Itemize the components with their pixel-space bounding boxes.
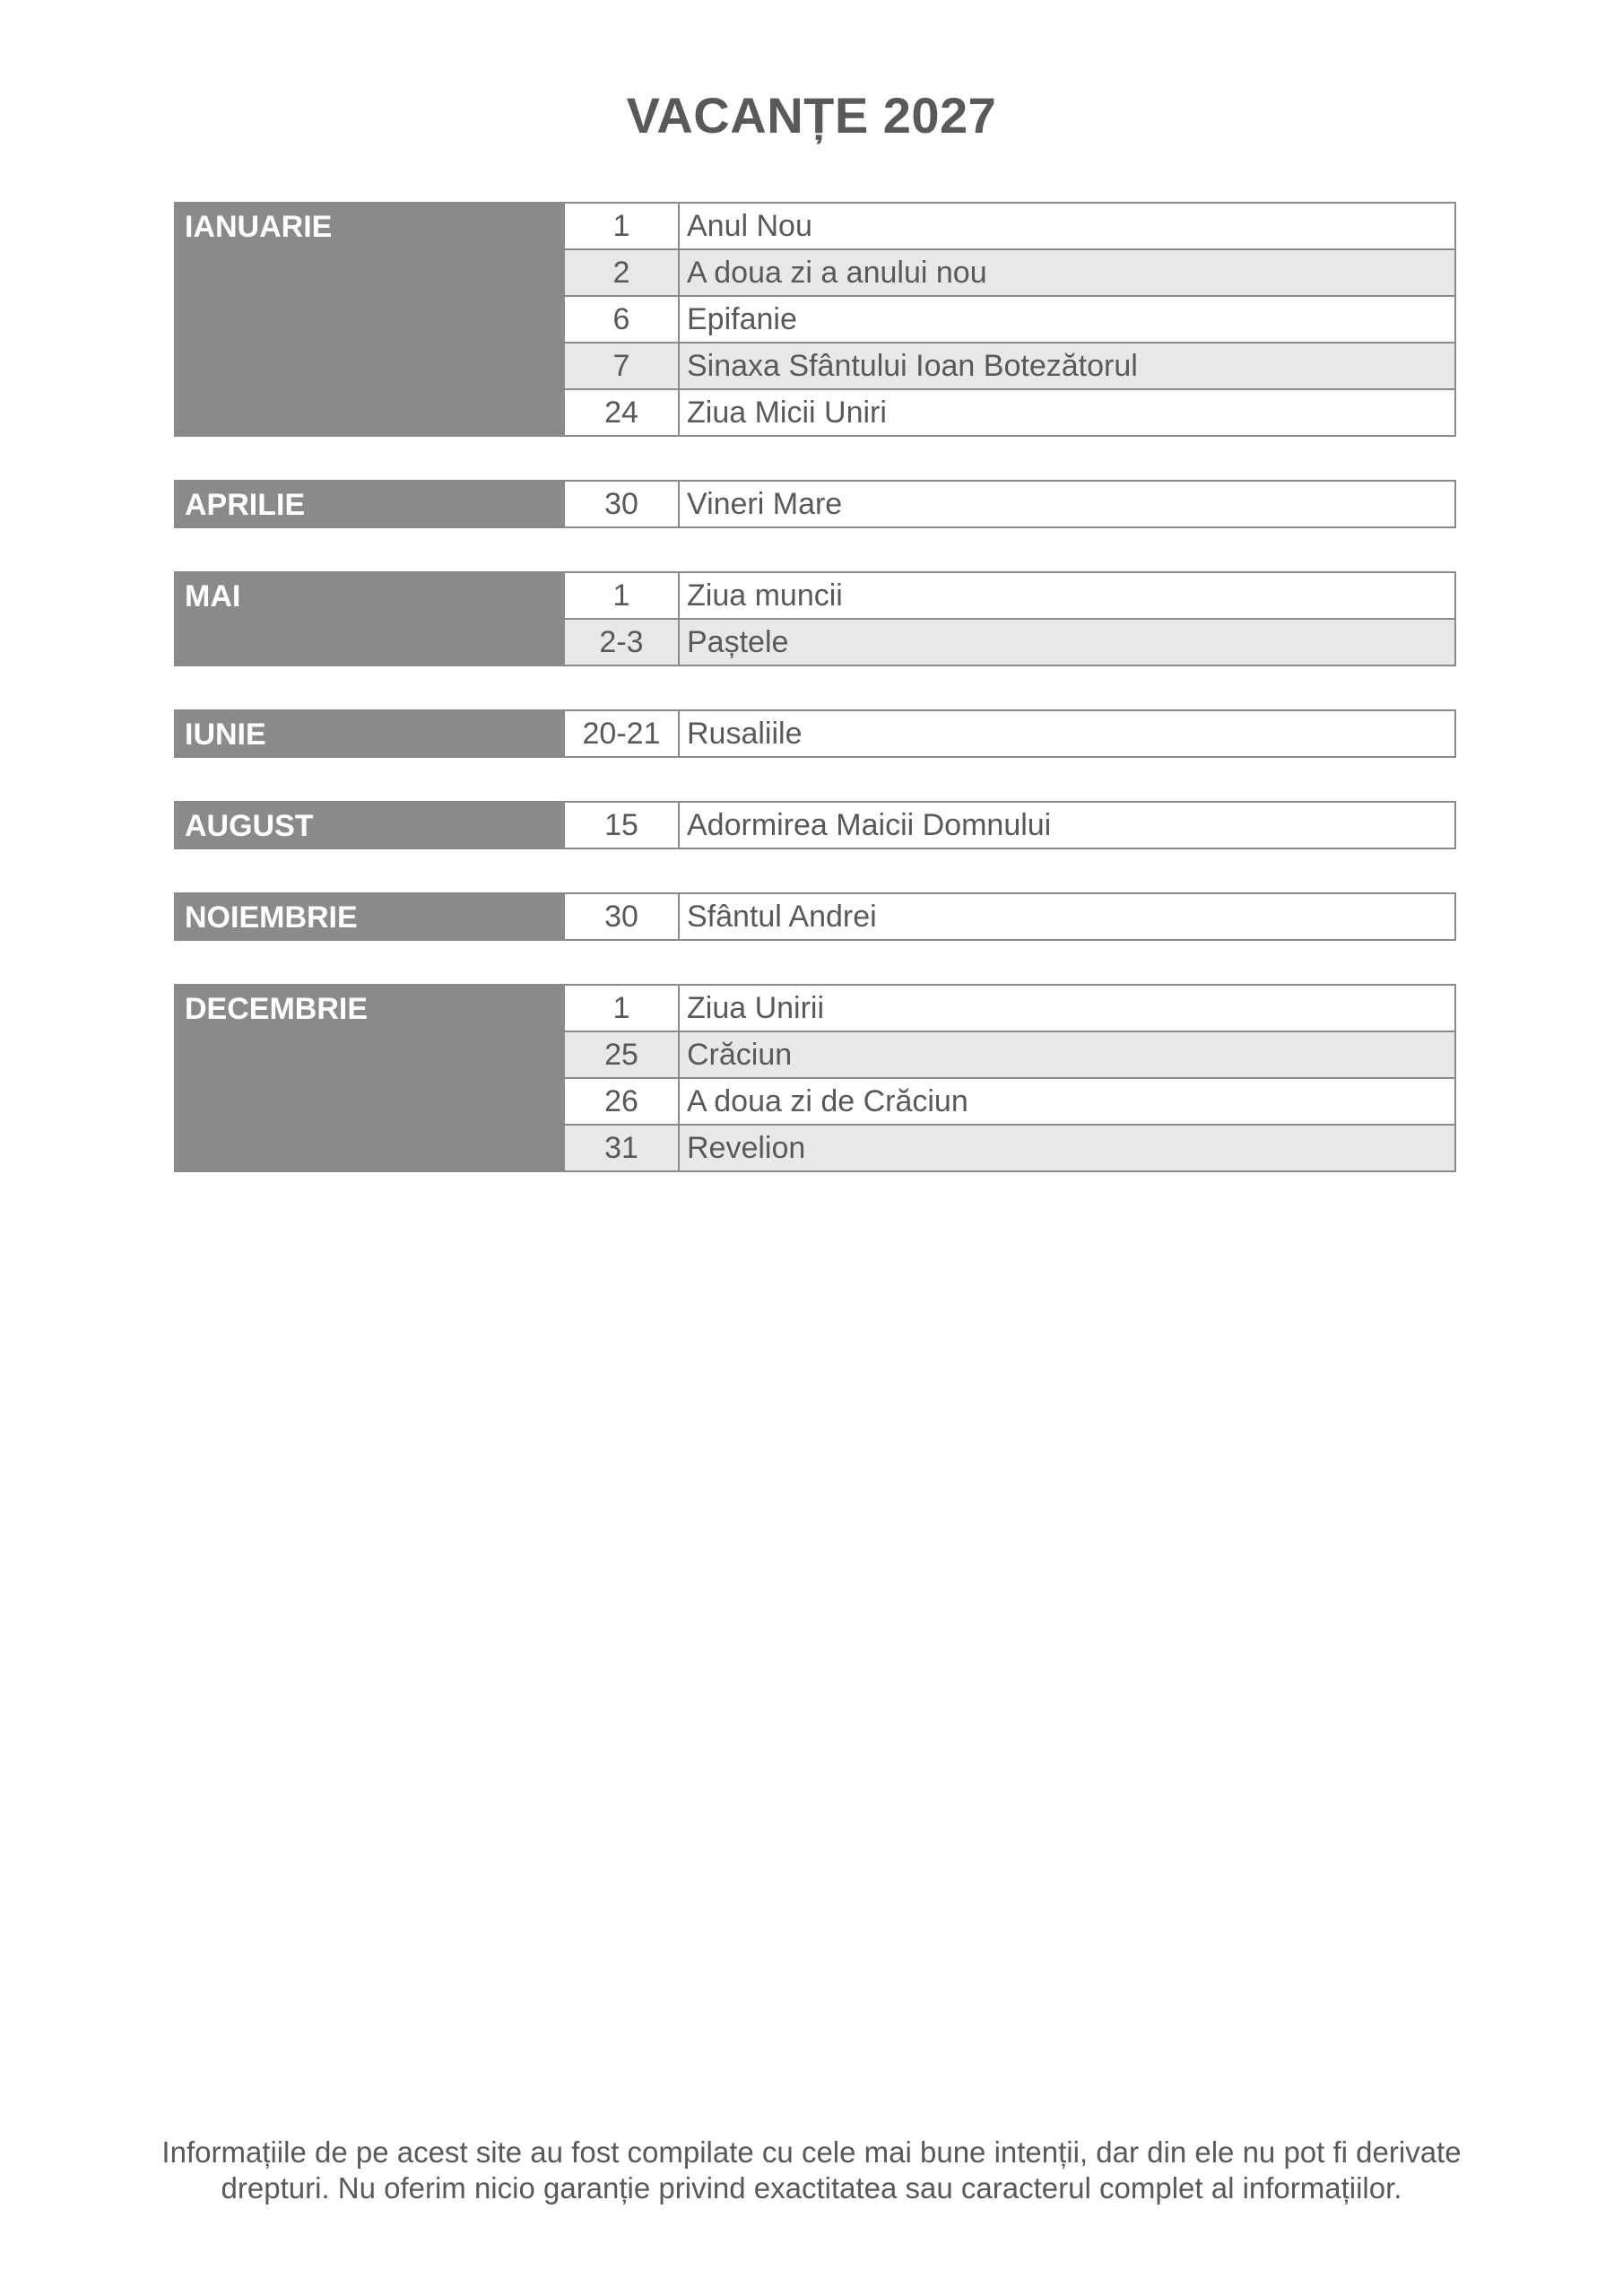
holiday-day: 15 (563, 803, 680, 848)
holiday-row (563, 1077, 1454, 1124)
holiday-name: Revelion (687, 1131, 806, 1165)
holiday-name: A doua zi de Crăciun (687, 1084, 968, 1118)
holiday-row (563, 388, 1454, 435)
holiday-day: 7 (563, 344, 680, 388)
month-name: MAI (176, 573, 563, 665)
holiday-row (563, 248, 1454, 295)
holiday-name: A doua zi a anului nou (687, 256, 987, 290)
holiday-name: Anul Nou (687, 209, 812, 243)
holiday-day: 2-3 (563, 620, 680, 665)
holiday-day: 1 (563, 204, 680, 248)
disclaimer-line: drepturi. Nu oferim nicio garanție privind exactitatea sau caracterul complet al informațiilor. (221, 2171, 1402, 2205)
holiday-name: Ziua muncii (687, 578, 843, 613)
holiday-day: 2 (563, 250, 680, 295)
holiday-row (563, 711, 1454, 756)
holiday-name: Sinaxa Sfântului Ioan Botezătorul (687, 349, 1138, 383)
holiday-name: Rusaliile (687, 717, 803, 751)
holiday-row (563, 482, 1454, 526)
holiday-row (563, 204, 1454, 248)
holiday-day: 26 (563, 1079, 680, 1124)
holiday-day: 24 (563, 390, 680, 435)
holiday-name: Vineri Mare (687, 487, 843, 521)
holiday-day: 20-21 (563, 711, 680, 756)
holiday-row (563, 618, 1454, 665)
month-block-ianuarie (174, 202, 1456, 437)
holiday-row (563, 342, 1454, 388)
month-name: IANUARIE (176, 204, 563, 435)
holiday-name: Adormirea Maicii Domnului (687, 808, 1052, 842)
holiday-row (563, 986, 1454, 1031)
holiday-name: Sfântul Andrei (687, 900, 877, 934)
month-block-decembrie (174, 984, 1456, 1172)
month-name: NOIEMBRIE (176, 894, 563, 939)
holiday-name: Crăciun (687, 1038, 793, 1072)
holiday-name: Ziua Unirii (687, 991, 825, 1025)
month-block-mai (174, 571, 1456, 666)
month-block-noiembrie (174, 892, 1456, 941)
holiday-name: Ziua Micii Uniri (687, 396, 887, 430)
holiday-day: 1 (563, 573, 680, 618)
month-name: AUGUST (176, 803, 563, 848)
holiday-row (563, 1124, 1454, 1170)
disclaimer-line: Informațiile de pe acest site au fost compilate cu cele mai bune intenții, dar din ele nu pot fi derivate (161, 2135, 1462, 2169)
disclaimer (0, 2135, 1623, 2206)
holiday-day: 30 (563, 894, 680, 939)
holiday-tables (174, 202, 1456, 1215)
holiday-day: 6 (563, 297, 680, 342)
page-title: VACANȚE 2027 (626, 87, 997, 144)
holiday-name: Epifanie (687, 302, 797, 336)
month-name: DECEMBRIE (176, 986, 563, 1170)
holiday-day: 1 (563, 986, 680, 1031)
month-name: IUNIE (176, 711, 563, 756)
month-name: APRILIE (176, 482, 563, 526)
holiday-row (563, 803, 1454, 848)
holiday-row (563, 295, 1454, 342)
holiday-row (563, 1031, 1454, 1077)
holiday-name: Paștele (687, 625, 789, 659)
month-block-iunie (174, 709, 1456, 758)
holiday-day: 25 (563, 1032, 680, 1077)
holiday-row (563, 894, 1454, 939)
holiday-day: 30 (563, 482, 680, 526)
holiday-row (563, 573, 1454, 618)
holiday-day: 31 (563, 1126, 680, 1170)
month-block-august (174, 801, 1456, 849)
month-block-aprilie (174, 480, 1456, 528)
